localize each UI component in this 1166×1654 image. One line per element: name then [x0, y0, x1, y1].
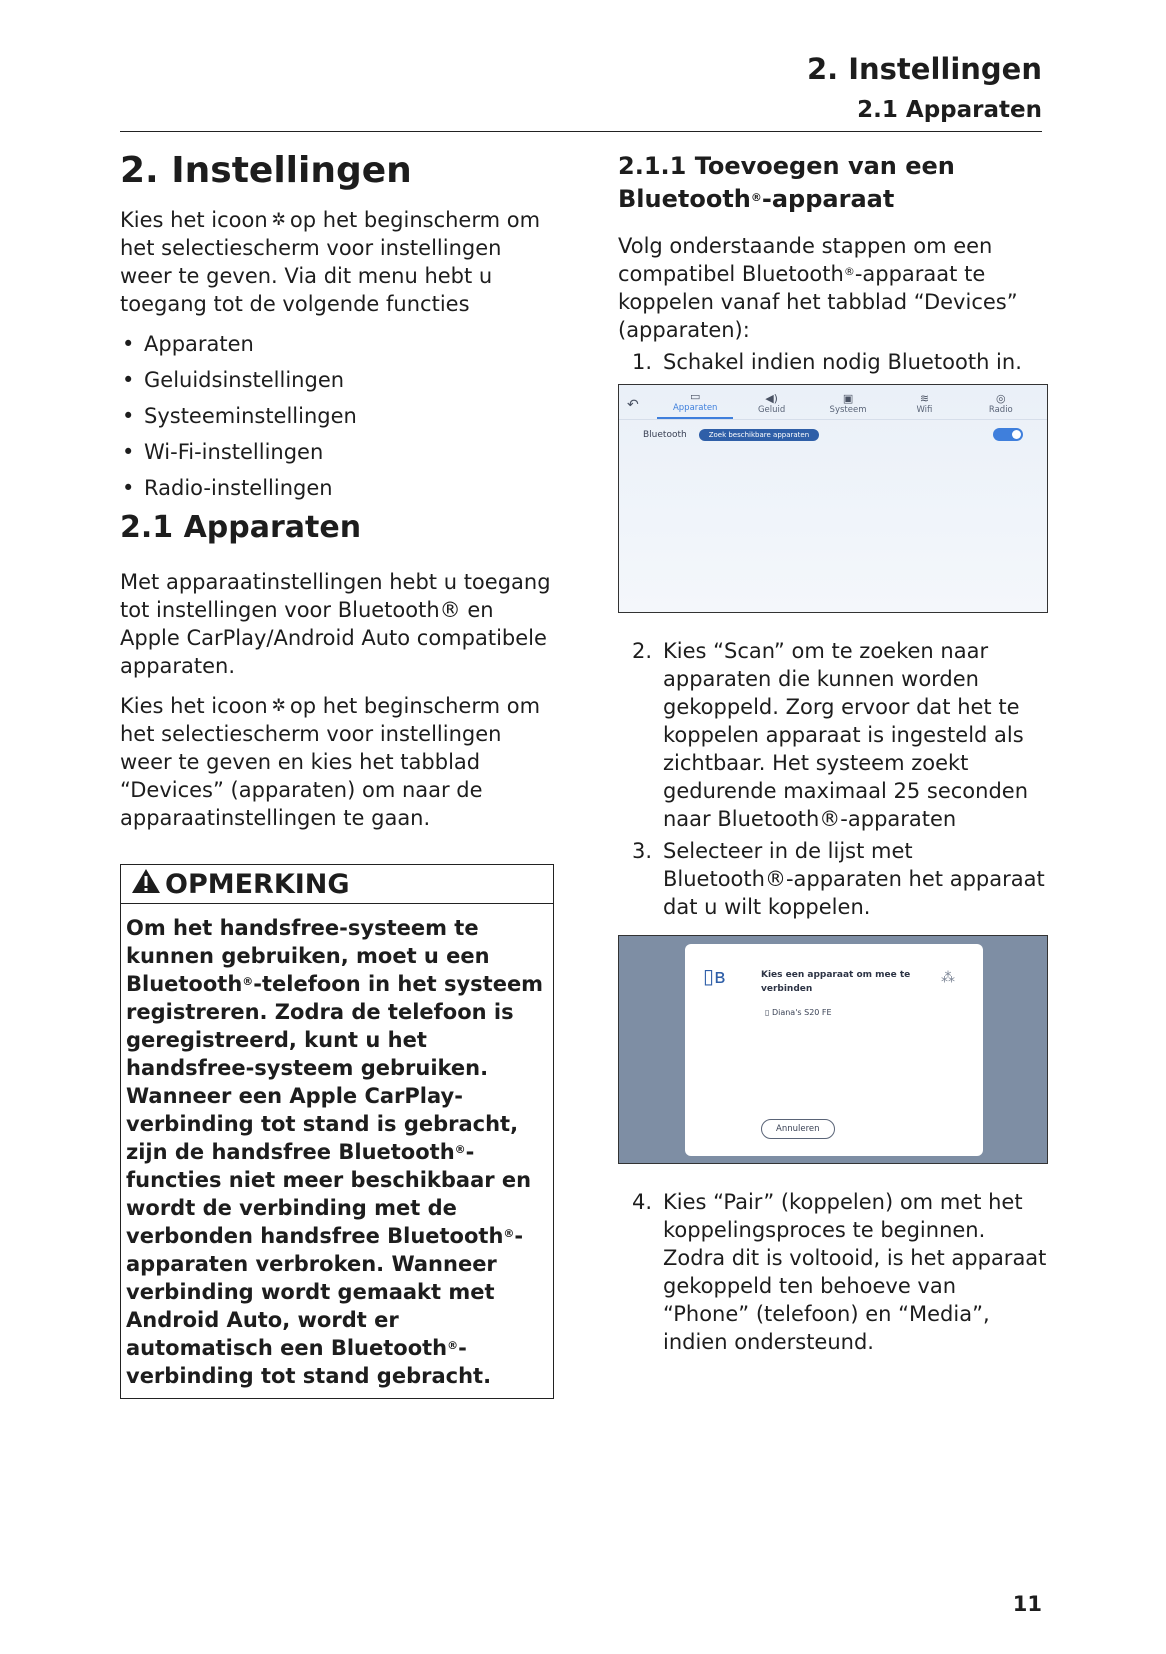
pairing-intro: Volg onderstaande stappen om een compatibel Bluetooth®-apparaat te koppelen vanaf het tabblad “Devices” (apparaten): — [618, 234, 1018, 342]
settings-tabbar — [619, 385, 1047, 420]
gear-icon: ✲ — [271, 210, 286, 230]
step-item: 1. Schakel indien nodig Bluetooth in. — [632, 350, 1022, 374]
list-item: • Apparaten — [122, 332, 254, 356]
chapter-heading: 2. Instellingen — [120, 150, 412, 191]
tab-apparaten: ▭ Apparaten — [657, 391, 733, 419]
section-heading: 2.1 Apparaten — [120, 510, 362, 545]
spinner-icon: ⁂ — [941, 970, 955, 986]
function-list — [120, 330, 556, 502]
running-header-chapter: 2. Instellingen — [806, 52, 1042, 86]
phone-bluetooth-icon: ▯ʙ — [703, 964, 726, 988]
device-dialog — [685, 944, 983, 1156]
bluetooth-row: Bluetooth Zoek beschikbare apparaten — [619, 420, 1047, 441]
right-column — [618, 150, 1048, 1360]
dialog-title: Kies een apparaat om mee te verbinden — [761, 970, 911, 994]
note-text: Om het handsfree-systeem te kunnen gebruiken, moet u een Bluetooth®-telefoon in het systeem registreren. Zodra de telefoon is geregistreerd, kunt u het handsfree-systeem gebruiken. Wanneer een Apple CarPlay-verbinding tot stand is gebracht, zijn de handsfree Bluetooth®-functies niet meer beschikbaar en wordt de verbinding met de verbonden handsfree Bluetooth®-apparaten verbroken. Wanneer verbinding wordt gemaakt met Android Auto, wordt er automatisch een Bluetooth®-verbinding tot stand gebracht. — [126, 916, 544, 1388]
intro-paragraph: Kies het icoon ✲ op het beginscherm om het selectiescherm voor instellingen weer te geven. Via dit menu hebt u toegang tot de volgende functies — [120, 208, 541, 316]
step-item: 2. Kies “Scan” om te zoeken naar apparaten die kunnen worden gekoppeld. Zorg ervoor dat het te koppelen apparaat is ingesteld als zichtbaar. Het systeem zoekt gedurende maximaal 25 seconden naar Bluetooth®-apparaten — [632, 639, 1029, 831]
device-list-item: ▯ Diana's S20 FE — [765, 1008, 832, 1017]
step-item: 3. Selecteer in de lijst met Bluetooth®-apparaten het apparaat dat u wilt koppelen. — [632, 839, 1045, 919]
running-header-section: 2.1 Apparaten — [857, 97, 1042, 123]
settings-screenshot — [618, 384, 1048, 613]
note-box — [120, 864, 554, 1399]
speaker-icon: ◀) — [765, 392, 778, 405]
steps-list — [618, 1188, 1048, 1356]
bluetooth-toggle — [993, 428, 1023, 441]
steps-list — [618, 348, 1048, 376]
back-icon: ↶ — [627, 397, 639, 413]
note-title: OPMERKING — [165, 868, 350, 900]
screen-icon: ▣ — [842, 392, 854, 405]
radio-icon: ◎ — [996, 392, 1006, 405]
devices-instructions: Kies het icoon ✲ op het beginscherm om het selectiescherm voor instellingen weer te geven en kies het tabblad “Devices” (apparaten) om naar de apparaatinstellingen te gaan. — [120, 694, 541, 830]
device-select-screenshot — [618, 935, 1048, 1164]
steps-list — [618, 637, 1048, 921]
tab-radio: ◎ Radio — [963, 393, 1039, 419]
list-item: • Radio-instellingen — [122, 476, 333, 500]
tab-systeem: ▣ Systeem — [810, 393, 886, 419]
list-item: • Geluidsinstellingen — [122, 368, 345, 392]
subsection-heading: 2.1.1 Toevoegen van een Bluetooth®-apparaat — [618, 152, 955, 213]
wifi-icon: ≋ — [919, 392, 930, 405]
left-column — [120, 150, 556, 1399]
list-item: • Systeeminstellingen — [122, 404, 357, 428]
devices-paragraph: Met apparaatinstellingen hebt u toegang tot instellingen voor Bluetooth® en Apple CarPlay/Android Auto compatibele apparaten. — [120, 570, 551, 678]
page-number: 11 — [1012, 1592, 1042, 1616]
list-item: • Wi-Fi-instellingen — [122, 440, 324, 464]
cancel-button: Annuleren — [761, 1119, 835, 1139]
device-icon: ▭ — [690, 390, 701, 403]
warning-icon — [131, 868, 161, 901]
note-header — [121, 865, 553, 904]
header-divider — [120, 131, 1042, 132]
step-item: 4. Kies “Pair” (koppelen) om met het koppelingsproces te beginnen. Zodra dit is voltooid, is het apparaat gekoppeld ten behoeve van “Phone” (telefoon) en “Media”, indien ondersteund. — [632, 1190, 1047, 1354]
scan-button: Zoek beschikbare apparaten — [699, 429, 819, 441]
gear-icon: ✲ — [271, 696, 286, 716]
tab-geluid: ◀) Geluid — [733, 393, 809, 419]
tab-wifi: ≋ Wifi — [886, 393, 962, 419]
